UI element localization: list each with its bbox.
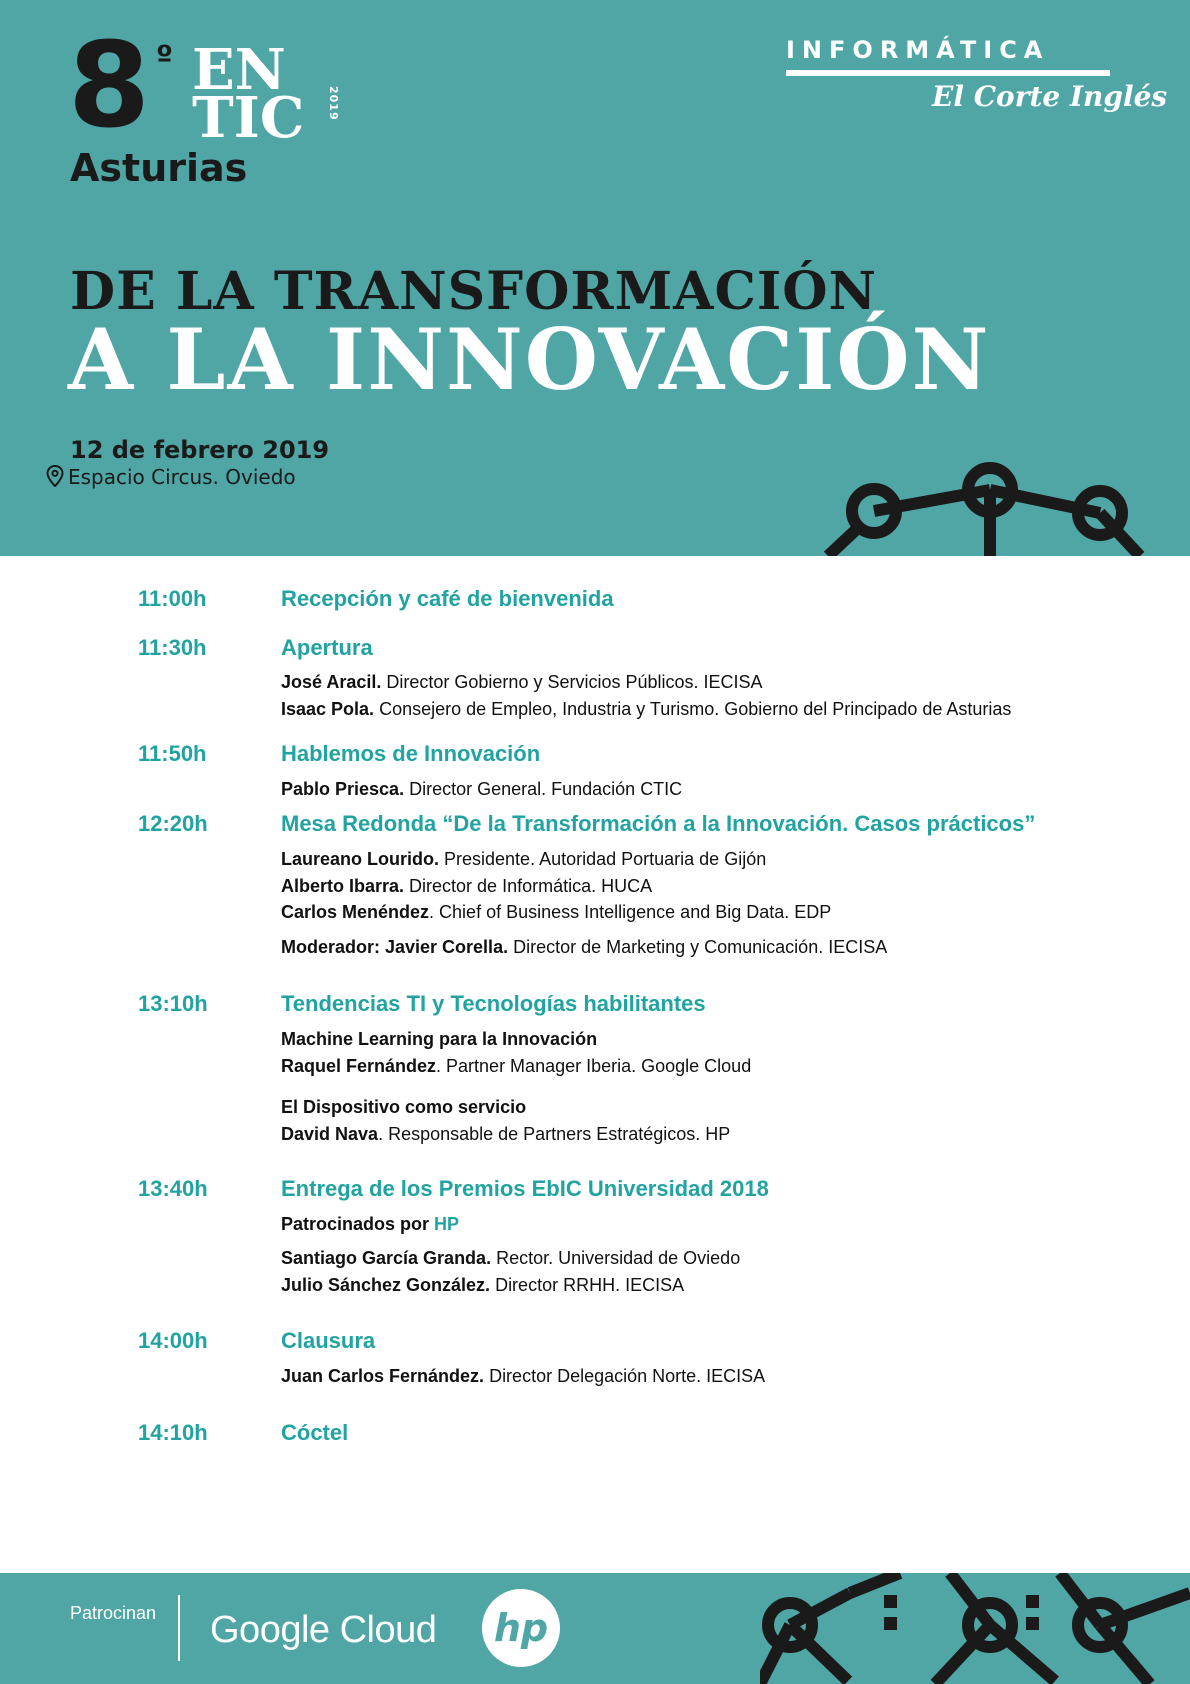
speaker-line xyxy=(281,779,682,800)
speaker-line xyxy=(281,699,1011,720)
talk-name: Machine Learning para la Innovación xyxy=(281,1029,598,1049)
speaker-name: Carlos Menéndez xyxy=(281,902,430,922)
molecule-decoration-icon xyxy=(760,1573,1190,1684)
speaker-role: . Responsable de Partners Estratégicos. HP xyxy=(378,1124,731,1144)
partner-rule xyxy=(786,70,1110,76)
location-pin-icon xyxy=(46,465,64,487)
logo-line2: TIC xyxy=(192,85,305,151)
speaker-line xyxy=(281,1366,765,1387)
speaker-name: Raquel Fernández xyxy=(281,1056,437,1076)
speaker-line xyxy=(281,902,831,923)
event-date: 12 de febrero 2019 xyxy=(70,436,330,464)
agenda-time: 11:00h xyxy=(138,586,207,611)
agenda-time: 13:40h xyxy=(138,1176,208,1201)
speaker-role: Director de Marketing y Comunicación. IECISA xyxy=(508,937,888,957)
sponsors-label: Patrocinan xyxy=(70,1603,157,1623)
logo-line1: EN xyxy=(192,37,286,103)
speaker-role: . Partner Manager Iberia. Google Cloud xyxy=(436,1056,752,1076)
speaker-name: Juan Carlos Fernández. xyxy=(281,1366,485,1386)
talk-name: El Dispositivo como servicio xyxy=(281,1097,527,1117)
speaker-name: David Nava xyxy=(281,1124,379,1144)
speaker-name: Alberto Ibarra. xyxy=(281,876,405,896)
logo-number: 8 xyxy=(68,16,147,154)
agenda-time: 11:30h xyxy=(138,635,207,660)
speaker-line xyxy=(281,1248,740,1269)
agenda-title: Apertura xyxy=(281,635,373,660)
partner-brand: El Corte Inglés xyxy=(932,80,1168,113)
header-banner xyxy=(0,0,1190,556)
agenda-title: Cóctel xyxy=(281,1420,349,1445)
google-cloud-logo: Google Cloud xyxy=(210,1609,437,1651)
sponsor-name: HP xyxy=(434,1214,460,1234)
talk-title xyxy=(281,1097,526,1118)
sponsor-line xyxy=(281,1214,459,1235)
speaker-role: Rector. Universidad de Oviedo xyxy=(491,1248,741,1268)
agenda-title: Recepción y café de bienvenida xyxy=(281,586,614,611)
speaker-name: Isaac Pola. xyxy=(281,699,375,719)
logo-region: Asturias xyxy=(70,146,248,190)
speaker-name: Moderador: Javier Corella. xyxy=(281,937,509,957)
molecule-decoration-icon xyxy=(800,450,1190,556)
speaker-role: Director Delegación Norte. IECISA xyxy=(484,1366,766,1386)
event-logo xyxy=(68,16,340,194)
logo-year: 2019 xyxy=(327,86,340,121)
speaker-name: José Aracil. xyxy=(281,672,382,692)
agenda-time: 14:00h xyxy=(138,1328,208,1353)
sponsors-footer xyxy=(0,1573,1190,1684)
agenda-title: Tendencias TI y Tecnologías habilitantes xyxy=(281,991,706,1016)
speaker-role: . Chief of Business Intelligence and Big Data. EDP xyxy=(429,902,832,922)
logo-degree: º xyxy=(156,40,173,75)
sponsor-label: Patrocinados por xyxy=(281,1214,430,1234)
moderator-line xyxy=(281,937,887,958)
event-venue-row xyxy=(46,465,296,489)
talk-title xyxy=(281,1029,597,1050)
speaker-line xyxy=(281,1275,684,1296)
agenda-time: 12:20h xyxy=(138,811,208,836)
speaker-role: Consejero de Empleo, Industria y Turismo. Gobierno del Principado de Asturias xyxy=(374,699,1012,719)
speaker-role: Director General. Fundación CTIC xyxy=(404,779,683,799)
agenda-time: 13:10h xyxy=(138,991,208,1016)
speaker-name: Pablo Priesca. xyxy=(281,779,405,799)
speaker-role: Director RRHH. IECISA xyxy=(490,1275,685,1295)
speaker-name: Laureano Lourido. xyxy=(281,849,440,869)
speaker-name: Julio Sánchez González. xyxy=(281,1275,491,1295)
speaker-line xyxy=(281,1056,751,1077)
event-venue: Espacio Circus. Oviedo xyxy=(68,465,296,489)
agenda-title: Hablemos de Innovación xyxy=(281,741,541,766)
agenda-title: Clausura xyxy=(281,1328,376,1353)
speaker-line xyxy=(281,876,652,897)
speaker-line xyxy=(281,672,763,693)
hp-logo-icon xyxy=(480,1587,562,1669)
speaker-role: Director de Informática. HUCA xyxy=(404,876,653,896)
speaker-name: Santiago García Granda. xyxy=(281,1248,492,1268)
agenda-time: 14:10h xyxy=(138,1420,208,1445)
speaker-line xyxy=(281,849,766,870)
agenda-time: 11:50h xyxy=(138,741,207,766)
speaker-role: Director Gobierno y Servicios Públicos. IECISA xyxy=(381,672,763,692)
footer-divider xyxy=(178,1595,180,1661)
speaker-role: Presidente. Autoridad Portuaria de Gijón xyxy=(439,849,767,869)
partner-name: INFORMÁTICA xyxy=(786,36,1050,64)
title-line-1: DE LA TRANSFORMACIÓN xyxy=(70,261,878,322)
hp-logo-text: hp xyxy=(493,1606,549,1650)
speaker-line xyxy=(281,1124,730,1145)
title-line-2: A LA INNOVACIÓN xyxy=(68,310,991,409)
agenda-title: Mesa Redonda “De la Transformación a la Innovación. Casos prácticos” xyxy=(281,811,1036,836)
agenda-title: Entrega de los Premios EbIC Universidad 2018 xyxy=(281,1176,769,1201)
